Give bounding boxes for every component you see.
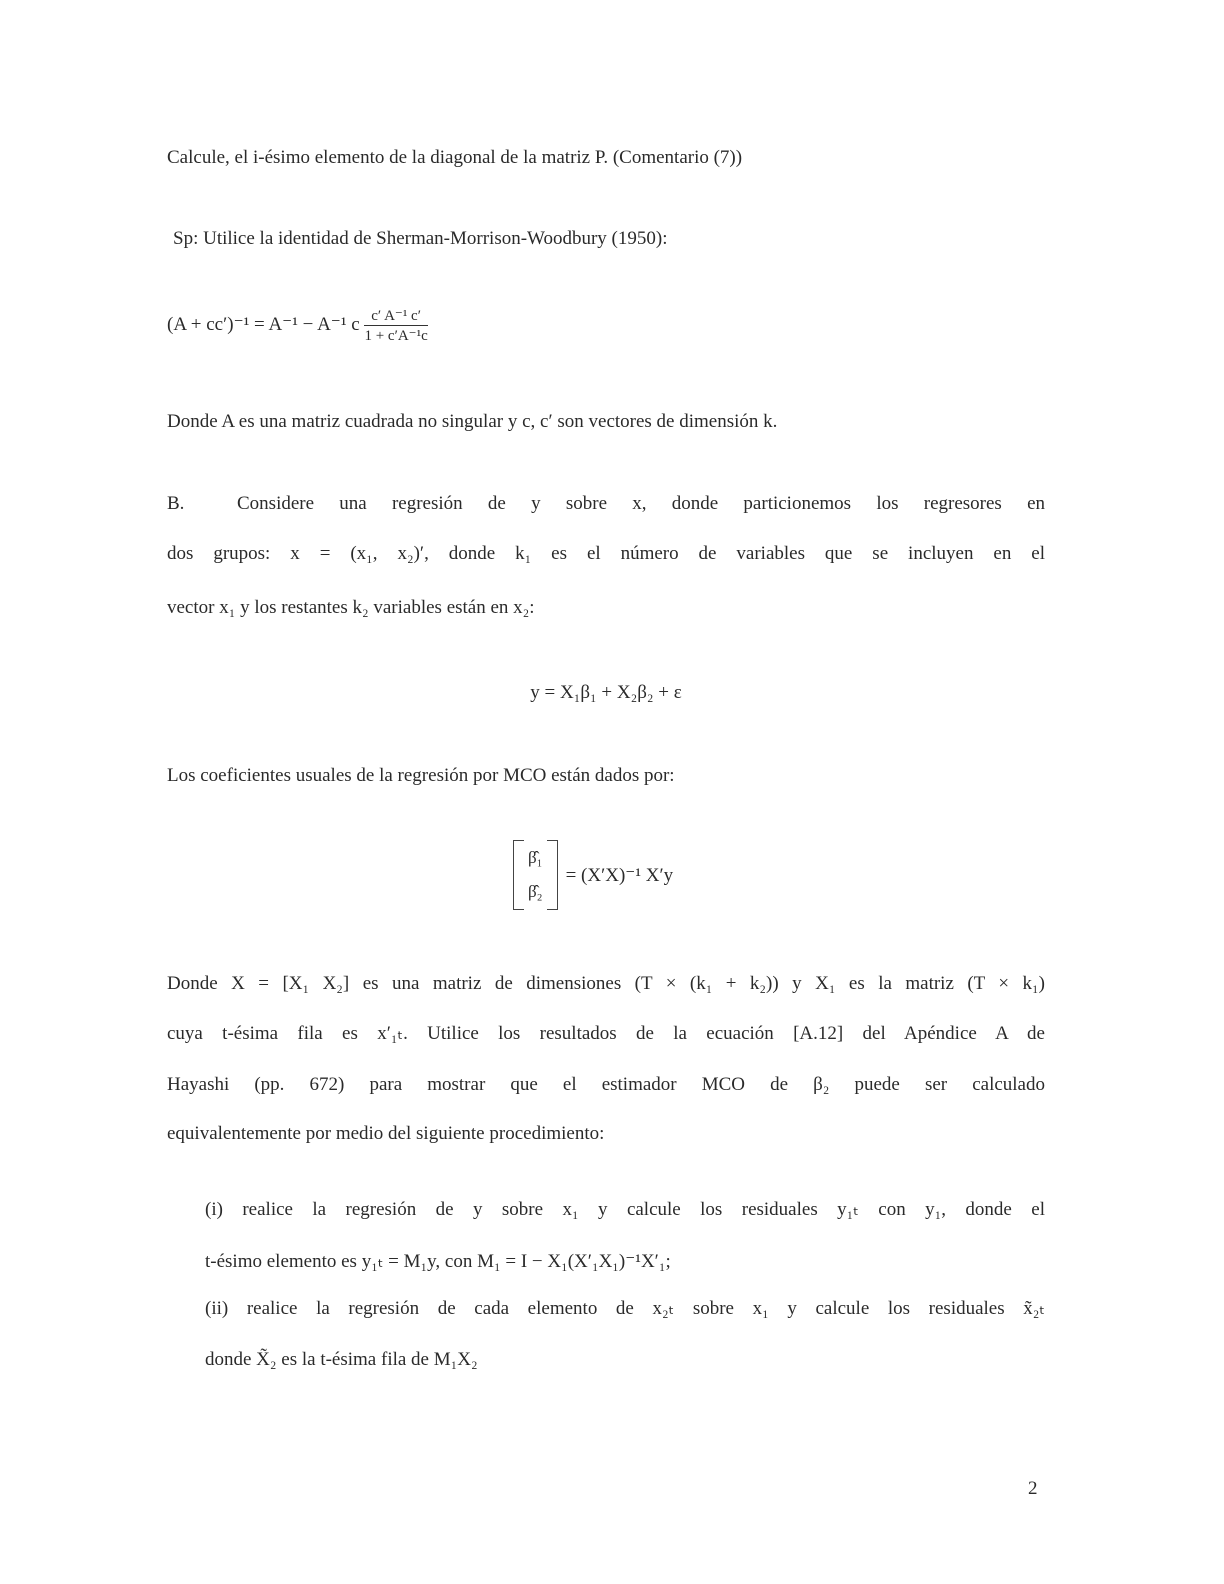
equation-rhs: = (X′X)⁻¹ X′y — [565, 864, 674, 886]
vector-entry: β̂₁ — [528, 848, 543, 867]
paragraph-b-line — [167, 492, 1045, 516]
page-number: 2 — [1028, 1478, 1038, 1499]
vector-entry: β̂₂ — [528, 882, 543, 901]
coefficient-vector — [513, 840, 673, 910]
paragraph-line: cuya t-ésima fila es x′₁ₜ. Utilice los resultados de la ecuación [A.12] del Apéndice A de — [167, 1023, 1045, 1044]
paragraph-line: Donde X = [X₁ X₂] es una matriz de dimensiones (T × (k₁ + k₂)) y X₁ es la matriz (T × k₁) — [167, 973, 1045, 994]
equation-ols — [513, 840, 673, 916]
bracket-right — [547, 840, 558, 910]
text-line: Los coeficientes usuales de la regresión por MCO están dados por: — [167, 765, 675, 786]
equation-fraction — [364, 306, 427, 345]
bracket-left — [513, 840, 524, 910]
step-line: donde X̃₂ es la t-ésima fila de M₁X₂ — [205, 1349, 478, 1370]
text-line: Sp: Utilice la identidad de Sherman-Morrison-Woodbury (1950): — [173, 228, 668, 249]
paragraph-b-line: vector x₁ y los restantes k₂ variables están en x₂: — [167, 597, 535, 618]
text-span: Considere una regresión de y sobre x, donde particionemos los regresores en — [237, 493, 1045, 514]
equation-regression: y = X₁β₁ + X₂β₂ + ε — [530, 682, 682, 703]
text-line: Donde A es una matriz cuadrada no singular y c, c′ son vectores de dimensión k. — [167, 411, 778, 432]
section-label-b: B. — [167, 493, 185, 514]
vector-column — [524, 841, 547, 909]
step-line: (i) realice la regresión de y sobre x₁ y calcule los residuales y₁ₜ con y₁, donde el — [205, 1199, 1045, 1220]
fraction-numerator: c′ A⁻¹ c′ — [364, 306, 427, 326]
fraction-denominator: 1 + c′A⁻¹c — [364, 328, 428, 344]
step-line: t-ésimo elemento es y₁ₜ = M₁y, con M₁ = I − X₁(X′₁X₁)⁻¹X′₁; — [205, 1251, 671, 1272]
text-line: Calcule, el i-ésimo elemento de la diagonal de la matriz P. (Comentario (7)) — [167, 147, 743, 168]
paragraph-b-line: dos grupos: x = (x₁, x₂)′, donde k₁ es el número de variables que se incluyen en el — [167, 543, 1045, 564]
equation-lhs: (A + cc′)⁻¹ = A⁻¹ − A⁻¹ c — [167, 313, 360, 335]
paragraph-line: Hayashi (pp. 672) para mostrar que el estimador MCO de β₂ puede ser calculado — [167, 1074, 1045, 1095]
equation-sherman-morrison — [167, 306, 428, 345]
paragraph-line: equivalentemente por medio del siguiente procedimiento: — [167, 1123, 605, 1144]
step-line: (ii) realice la regresión de cada elemento de x₂ₜ sobre x₁ y calcule los residuales x̃₂ₜ — [205, 1298, 1045, 1319]
